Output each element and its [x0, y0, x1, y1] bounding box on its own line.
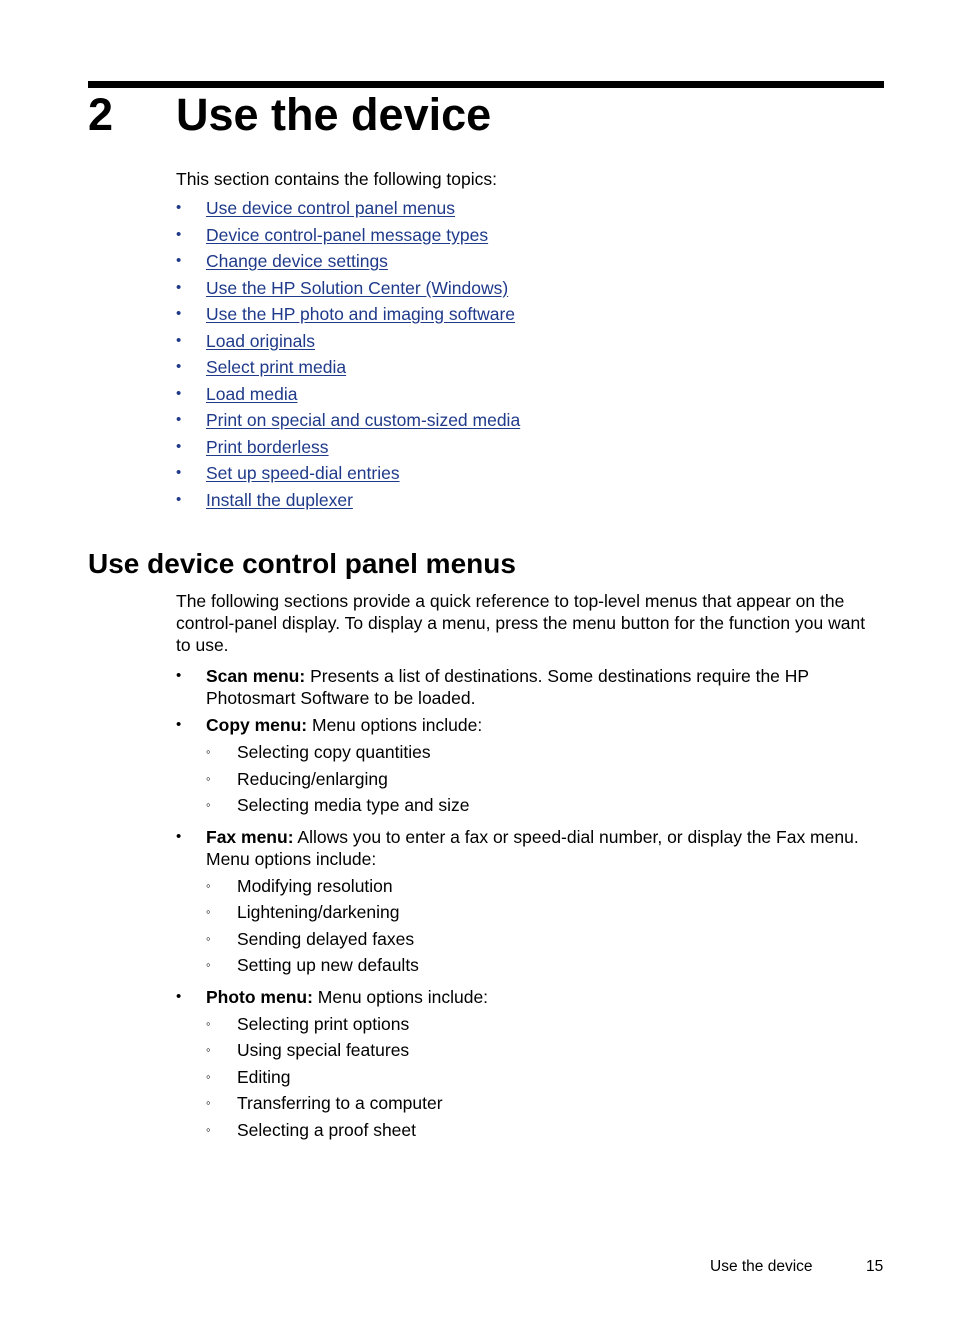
- option-text: Using special features: [237, 1040, 410, 1060]
- topic-link[interactable]: Use device control panel menus: [206, 198, 456, 218]
- option-text: Reducing/enlarging: [237, 768, 388, 789]
- bullet-icon: •: [176, 331, 182, 349]
- circle-bullet-icon: ◦: [206, 957, 211, 972]
- list-item: [176, 383, 520, 410]
- menu-name: Copy menu:: [206, 715, 308, 735]
- bullet-icon: •: [176, 225, 182, 243]
- list-item: [206, 875, 884, 902]
- list-item: [176, 462, 520, 489]
- bullet-icon: •: [176, 464, 182, 481]
- circle-bullet-icon: ◦: [206, 1068, 211, 1084]
- menu-name: Fax menu:: [206, 826, 294, 847]
- menu-options: [206, 741, 884, 821]
- topic-link[interactable]: Install the duplexer: [206, 489, 353, 510]
- list-item: [206, 1066, 884, 1093]
- topic-link[interactable]: Select print media: [206, 357, 347, 377]
- menu-item-fax: [176, 826, 884, 981]
- circle-bullet-icon: ◦: [206, 930, 211, 946]
- list-item: [176, 436, 520, 463]
- option-text: Selecting copy quantities: [237, 742, 431, 762]
- option-text: Selecting print options: [237, 1013, 410, 1034]
- option-text: Selecting media type and size: [237, 795, 470, 815]
- topics-intro: This section contains the following topics:: [176, 169, 497, 189]
- option-text: Transferring to a computer: [237, 1093, 443, 1113]
- circle-bullet-icon: ◦: [206, 797, 211, 812]
- section-heading: Use device control panel menus: [88, 548, 516, 579]
- option-text: Lightening/darkening: [237, 902, 400, 922]
- bullet-icon: •: [176, 252, 182, 269]
- circle-bullet-icon: ◦: [206, 1095, 211, 1110]
- circle-bullet-icon: ◦: [206, 770, 211, 786]
- menu-list: [176, 665, 884, 1145]
- topics-list: [176, 197, 520, 515]
- list-item: [206, 1092, 884, 1119]
- circle-bullet-icon: ◦: [206, 1042, 211, 1057]
- bullet-icon: •: [176, 437, 182, 455]
- menu-description: Menu options include:: [312, 986, 489, 1007]
- menu-description: Menu options include:: [307, 715, 483, 735]
- list-item: [176, 356, 520, 383]
- list-item: [206, 794, 884, 821]
- bullet-icon: •: [176, 278, 182, 296]
- topic-link[interactable]: Load media: [206, 383, 298, 404]
- list-item: [176, 303, 520, 330]
- bullet-icon: •: [176, 305, 182, 322]
- list-item: [206, 1119, 884, 1146]
- list-item: [176, 277, 520, 304]
- list-item: [176, 409, 520, 436]
- menu-options: [206, 875, 884, 981]
- circle-bullet-icon: ◦: [206, 744, 211, 759]
- menu-name: Photo menu:: [206, 986, 313, 1007]
- circle-bullet-icon: ◦: [206, 1121, 211, 1137]
- topic-link[interactable]: Change device settings: [206, 251, 388, 271]
- option-text: Selecting a proof sheet: [237, 1119, 417, 1140]
- topic-link[interactable]: Load originals: [206, 330, 315, 351]
- list-item: [206, 901, 884, 928]
- list-item: [206, 768, 884, 795]
- bullet-icon: •: [176, 490, 182, 508]
- menu-item-photo: [176, 986, 884, 1146]
- option-text: Setting up new defaults: [237, 955, 419, 975]
- list-item: [206, 1039, 884, 1066]
- menu-description: Allows you to enter a fax or speed-dial number, or display the Fax menu. Menu options include:: [206, 826, 859, 869]
- circle-bullet-icon: ◦: [206, 877, 211, 893]
- topic-link[interactable]: Device control-panel message types: [206, 224, 489, 245]
- section-intro: The following sections provide a quick reference to top-level menus that appear on the control-panel display. To display a menu, press the menu button for the function you want to use.: [176, 591, 866, 655]
- bullet-icon: •: [176, 199, 182, 216]
- list-item: [206, 1013, 884, 1040]
- list-item: [206, 954, 884, 981]
- page-number: 15: [866, 1258, 884, 1275]
- circle-bullet-icon: ◦: [206, 1015, 211, 1031]
- menu-options: [206, 1013, 884, 1146]
- option-text: Modifying resolution: [237, 875, 393, 896]
- option-text: Editing: [237, 1066, 291, 1087]
- topic-link[interactable]: Print on special and custom-sized media: [206, 410, 521, 430]
- bullet-icon: •: [176, 716, 182, 733]
- footer-title: Use the device: [710, 1258, 813, 1275]
- list-item: [206, 741, 884, 768]
- list-item: [176, 224, 520, 251]
- bullet-icon: •: [176, 987, 182, 1005]
- list-item: [176, 330, 520, 357]
- menu-name: Scan menu:: [206, 666, 306, 686]
- topic-link[interactable]: Print borderless: [206, 436, 329, 457]
- topic-link[interactable]: Use the HP photo and imaging software: [206, 304, 516, 324]
- list-item: [176, 250, 520, 277]
- menu-description: Presents a list of destinations. Some destinations require the HP Photosmart Software to be loaded.: [206, 666, 809, 708]
- chapter-number: 2: [88, 89, 114, 140]
- chapter-rule: [88, 81, 884, 88]
- bullet-icon: •: [176, 411, 182, 428]
- bullet-icon: •: [176, 358, 182, 375]
- topic-link[interactable]: Use the HP Solution Center (Windows): [206, 277, 509, 298]
- menu-item-copy: [176, 714, 884, 821]
- list-item: [176, 489, 520, 516]
- bullet-icon: •: [176, 384, 182, 402]
- menu-item-scan: [176, 665, 884, 709]
- chapter-title: Use the device: [176, 89, 492, 140]
- bullet-icon: •: [176, 667, 182, 684]
- section-body: [176, 590, 884, 1150]
- bullet-icon: •: [176, 827, 182, 845]
- topic-link[interactable]: Set up speed-dial entries: [206, 463, 400, 483]
- option-text: Sending delayed faxes: [237, 928, 415, 949]
- list-item: [206, 928, 884, 955]
- list-item: [176, 197, 520, 224]
- circle-bullet-icon: ◦: [206, 904, 211, 919]
